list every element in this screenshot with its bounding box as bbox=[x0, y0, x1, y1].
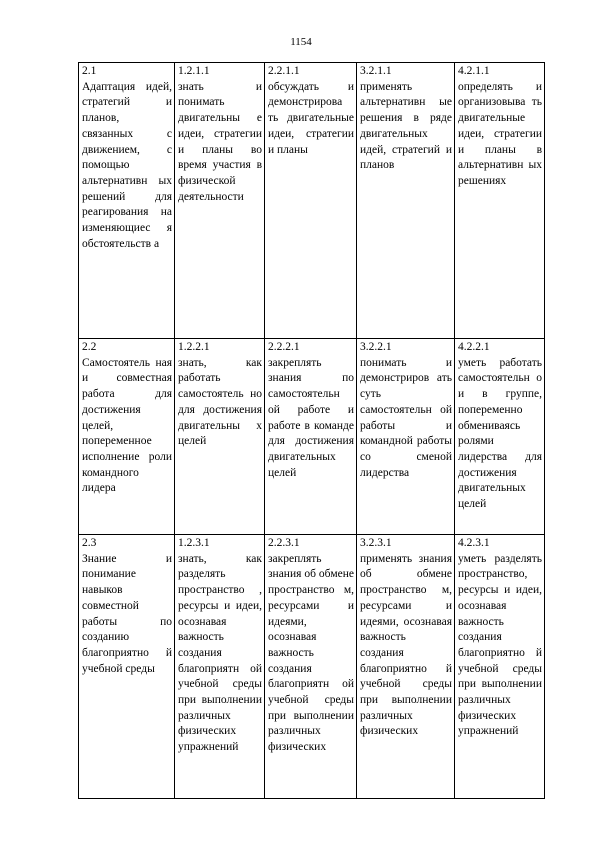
table-cell: 3.2.1.1 применять альтернативн ые решения в ряде двигательных идей, стратегий и планов bbox=[357, 63, 455, 339]
table-cell: 2.2.2.1 закреплять знания по самостоятельн ой работе и работе в команде для достижения двигательных целей bbox=[265, 339, 357, 535]
table-row bbox=[79, 535, 545, 799]
table-cell: 4.2.1.1 определять и организовыва ть двигательные идеи, стратегии и планы в альтернативн ых решениях bbox=[455, 63, 545, 339]
table-cell: 3.2.3.1 применять знания об обмене пространство м, ресурсами и идеями, осознавая важность создания благоприятно й учебной среды при выполнении различных физических bbox=[357, 535, 455, 799]
table-cell: 1.2.1.1 знать и понимать двигательны е идеи, стратегии и планы во время участия в физической деятельности bbox=[175, 63, 265, 339]
table-cell: 3.2.2.1 понимать и демонстриров ать суть самостоятельн ой работы и командной работы со сменой лидерства bbox=[357, 339, 455, 535]
page-number: 1154 bbox=[290, 36, 312, 48]
table-cell: 1.2.2.1 знать, как работать самостоятель но для достижения двигательны х целей bbox=[175, 339, 265, 535]
table-row bbox=[79, 63, 545, 339]
table-cell: 2.2.3.1 закреплять знания об обмене пространство м, ресурсами и идеями, осознавая важность создания благоприятн ой учебной среды при выполнении различных физических bbox=[265, 535, 357, 799]
table-row bbox=[79, 339, 545, 535]
table-cell: 2.2.1.1 обсуждать и демонстрирова ть двигательные идеи, стратегии и планы bbox=[265, 63, 357, 339]
table-cell: 2.3 Знание и понимание навыков совместной работы по созданию благоприятно й учебной среды bbox=[79, 535, 175, 799]
table-cell: 2.2 Самостоятель ная и совместная работа для достижения целей, попеременное исполнение роли командного лидера bbox=[79, 339, 175, 535]
table-cell: 4.2.2.1 уметь работать самостоятельн о и в группе, попеременно обмениваясь ролями лидерства для достижения двигательных целей bbox=[455, 339, 545, 535]
standards-table bbox=[78, 62, 545, 799]
table-cell: 4.2.3.1 уметь разделять пространство, ресурсы и идеи, осознавая важность создания благоприятно й учебной среды при выполнении различных физических упражнений bbox=[455, 535, 545, 799]
table-cell: 2.1 Адаптация идей, стратегий и планов, связанных с движением, с помощью альтернативн ых решений для реагирования на изменяющиес я обстоятельств а bbox=[79, 63, 175, 339]
table-cell: 1.2.3.1 знать, как разделять пространство , ресурсы и идеи, осознавая важность создания благоприятн ой учебной среды при выполнении различных физических упражнений bbox=[175, 535, 265, 799]
